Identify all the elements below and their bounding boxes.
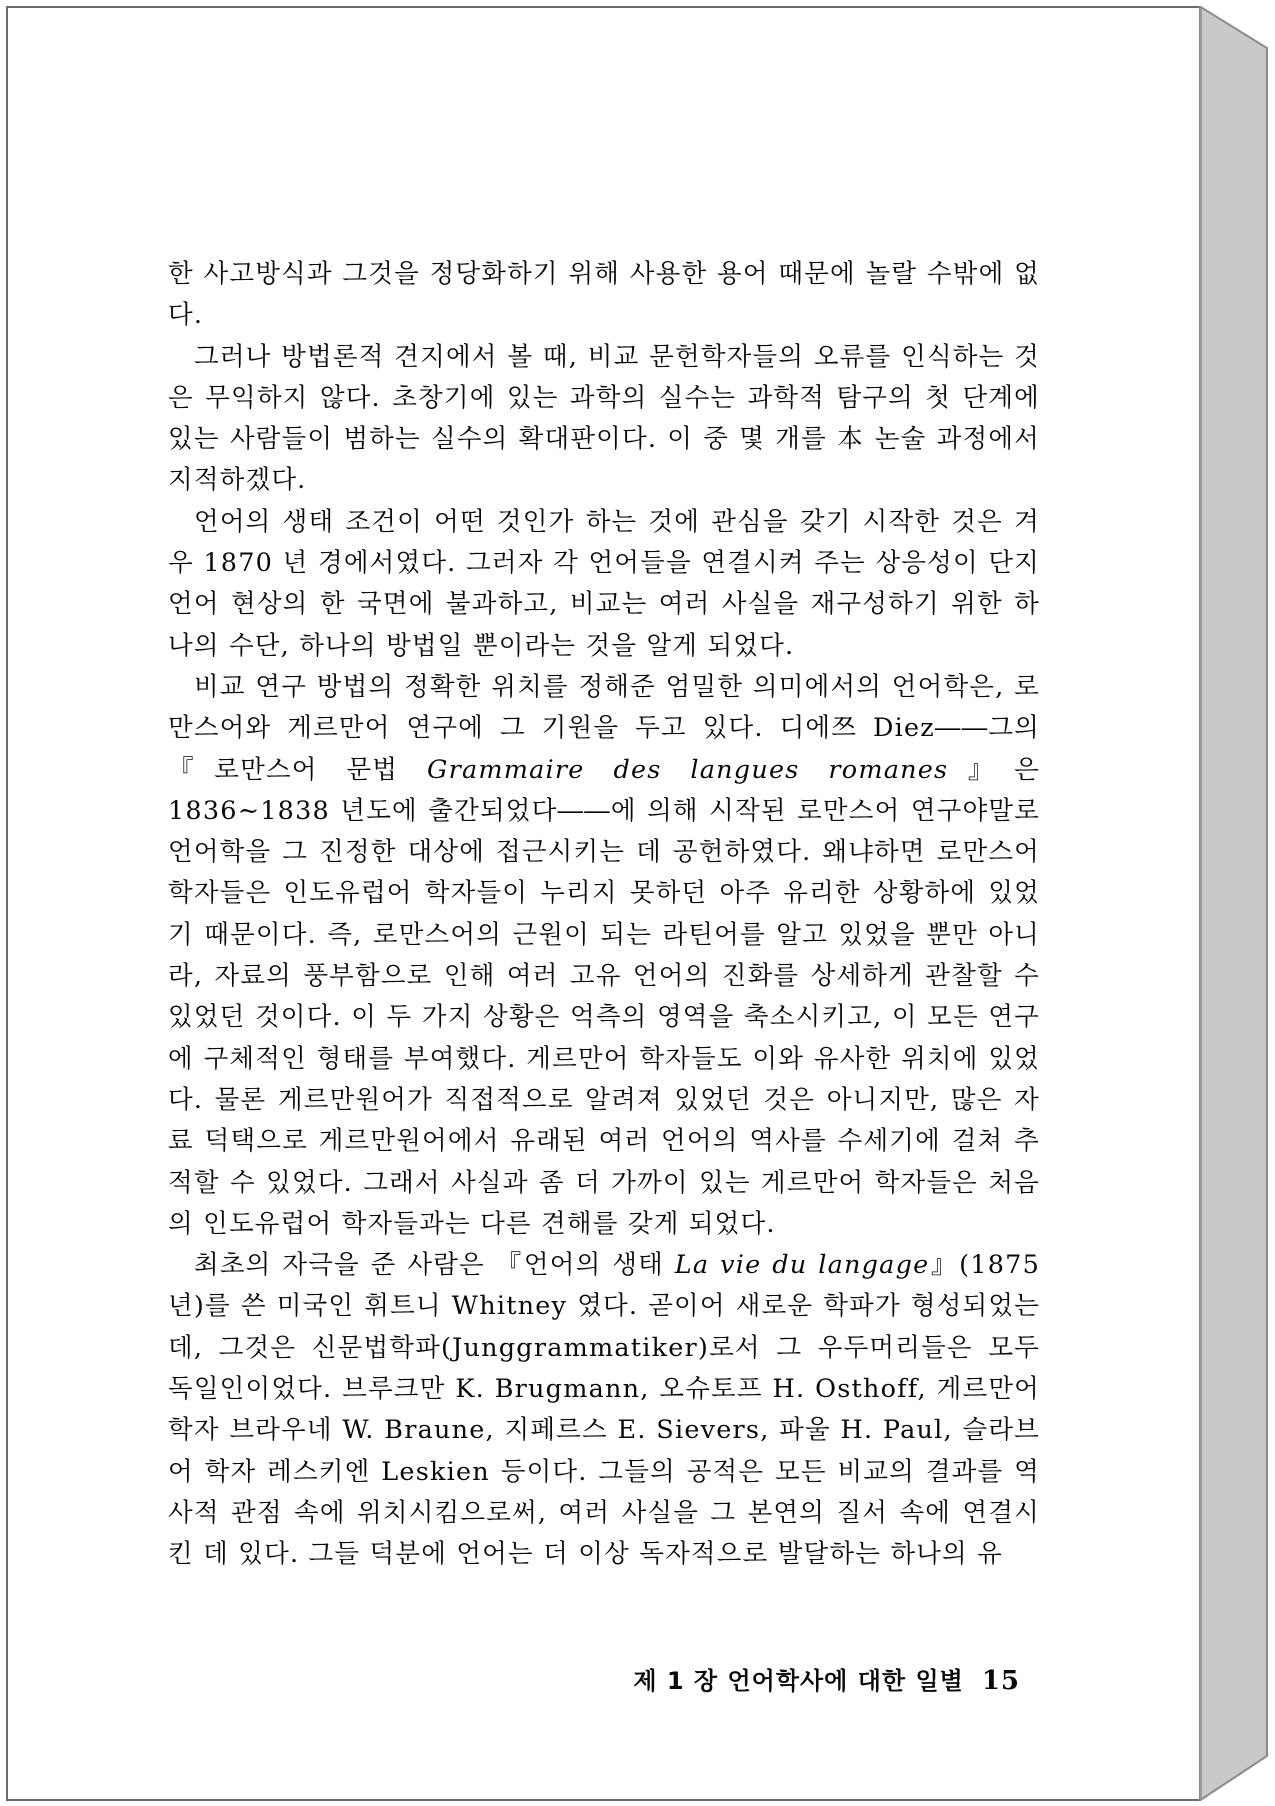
paragraph: [168, 337, 1040, 502]
page-number: 15: [981, 1666, 1020, 1696]
body-text: [168, 254, 1040, 1576]
paragraph-text: 언어의 생태 조건이 어떤 것인가 하는 것에 관심을 갖기 시작한 것은 겨우 1870 년 경에서였다. 그러자 각 언어들을 연결시켜 주는 상응성이 단지 언어 현상의 한 국면에 불과하고, 비교는 여러 사실을 재구성하기 위한 하나의 수단, 하나의 방법일 뿐이라는 것을 알게 되었다.: [168, 506, 1040, 661]
italic-title: Grammaire des langues romanes: [427, 754, 949, 785]
paragraph: [168, 667, 1040, 1245]
paragraph-text: 그러나 방법론적 견지에서 볼 때, 비교 문헌학자들의 오류를 인식하는 것은 무익하지 않다. 초창기에 있는 과학의 실수는 과학적 탐구의 첫 단계에 있는 사람들이 범하는 실수의 확대판이다. 이 중 몇 개를 本 논술 과정에서 지적하겠다.: [168, 341, 1040, 496]
paragraph-text: 』(1875 년)를 쓴 미국인 휘트니 Whitney 였다. 곧이어 새로운 학파가 형성되었는데, 그것은 신문법학파(Junggrammatiker)로서 그 우두머리들은 모두 독일인이었다. 브루크만 K. Brugmann, 오슈토프 H. Osthoff, 게르만어 학자 브라우네 W. Braune, 지페르스 E. Sievers, 파울 H. Paul, 슬라브어 학자 레스키엔 Leskien 등이다. 그들의 공적은 모든 비교의 결과를 역사적 관점 속에 위치시킴으로써, 여러 사실을 그 본연의 질서 속에 연결시킨 데 있다. 그들 덕분에 언어는 더 이상 독자적으로 발달하는 하나의 유: [168, 1250, 1041, 1570]
paragraph-text: 최초의 자극을 준 사람은 『언어의 생태: [194, 1250, 675, 1281]
page-footer: [608, 1661, 1020, 1696]
paragraph-text: 비교 연구 방법의 정확한 위치를 정해준 엄밀한 의미에서의 언어학은, 로만스어와 게르만어 연구에 그 기원을 두고 있다. 디에쯔 Diez――그의 『로만스어 문법: [168, 671, 1040, 785]
paragraph-text: 』은 1836∼1838 년도에 출간되었다――에 의해 시작된 로만스어 연구야말로 언어학을 그 진정한 대상에 접근시키는 데 공헌하였다. 왜냐하면 로만스어 학자들은 인도유럽어 학자들이 누리지 못하던 아주 유리한 상황하에 있었기 때문이다. 즉, 로만스어의 근원이 되는 라틴어를 알고 있었을 뿐만 아니라, 자료의 풍부함으로 인해 여러 고유 언어의 진화를 상세하게 관찰할 수 있었던 것이다. 이 두 가지 상황은 억측의 영역을 축소시키고, 이 모든 연구에 구체적인 형태를 부여했다. 게르만어 학자들도 이와 유사한 위치에 있었다. 물론 게르만원어가 직접적으로 알려져 있었던 것은 아니지만, 많은 자료 덕택으로 게르만원어에서 유래된 여러 언어의 역사를 수세기에 걸쳐 추적할 수 있었다. 그래서 사실과 좀 더 가까이 있는 게르만어 학자들은 처음의 인도유럽어 학자들과는 다른 견해를 갖게 되었다.: [168, 754, 1040, 1239]
paragraph: [168, 254, 1040, 337]
running-title: 제 1 장 언어학사에 대한 일별: [633, 1667, 964, 1695]
spine-face: [1199, 6, 1267, 1801]
italic-title: La vie du langage: [674, 1250, 930, 1281]
paragraph: [168, 502, 1040, 667]
book-spine-edge: [1199, 6, 1271, 1801]
paragraph-text: 한 사고방식과 그것을 정당화하기 위해 사용한 용어 때문에 놀랄 수밖에 없다.: [168, 259, 1040, 331]
document-page: [6, 6, 1201, 1801]
paragraph: [168, 1245, 1040, 1575]
